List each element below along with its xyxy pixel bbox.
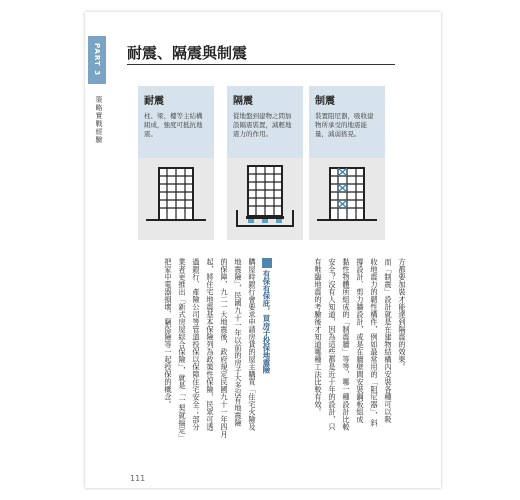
subheading-marker bbox=[262, 258, 272, 268]
building-illustration bbox=[227, 158, 303, 240]
page-title: 耐震、隔震與制震 bbox=[127, 44, 248, 62]
body-text-column: 起，將住宅地震基本保險列為政策性保險，民眾可透 bbox=[206, 258, 215, 431]
panel-seismic-resistance bbox=[138, 86, 214, 240]
panel-heading: 耐震 bbox=[144, 96, 164, 107]
body-text-column: 地震險」，民國九十一年以前的房子大多沒有地震險 bbox=[234, 258, 243, 427]
body-text-column: 業者更推出「新式房屋綜合保險」，就是「一契就搞定」 bbox=[178, 258, 187, 442]
panel-seismic-damping bbox=[309, 86, 385, 240]
body-text-column: 安全？沒有人知道，因為這些都是近十年的設計，只 bbox=[328, 258, 337, 431]
body-text-column: 而「制震」設計就是在建物結構內安裝各種可以吸 bbox=[384, 258, 393, 423]
panel-heading: 制震 bbox=[315, 96, 335, 107]
body-text-column: 收地震力的韌性構件，例如最常用的「阻尼器」，斜 bbox=[370, 258, 379, 427]
body-text-column: 購屋時銀行會要求申請房貸的屋主購買「住宅火險及 bbox=[248, 258, 257, 431]
body-text-column: 有唯臨地震的考驗後才知道哪種工法比較有效。 bbox=[314, 258, 323, 416]
body-text-column: 過銀行、產險公司等管道投保以保障住宅安全；部分 bbox=[192, 258, 201, 431]
body-text-column: 的保障，九二一大地震後，政府規定民國九十一年四月 bbox=[220, 258, 229, 438]
building-illustration bbox=[138, 158, 214, 240]
body-text-column: 把家中電器損壞、竊盜險等一起投保的概念。 bbox=[164, 258, 173, 408]
panel-seismic-isolation bbox=[227, 86, 303, 240]
page-number: 111 bbox=[130, 474, 146, 483]
body-text-column: 方都要加裝才能達到隔震的效果。 bbox=[398, 258, 407, 371]
title-divider bbox=[127, 64, 395, 65]
body-text-column: 黏性物體所組成的「制震牆」等等，哪一種設計比較 bbox=[342, 258, 351, 431]
panel-description: 從地盤到建物之間加設隔震裝置，減輕地震力的作用。 bbox=[233, 112, 292, 138]
panel-heading: 隔震 bbox=[233, 96, 253, 107]
building-illustration bbox=[309, 158, 385, 240]
section-label: 策略實戰經驗 bbox=[95, 96, 103, 144]
panel-description: 裝置阻尼器，吸收建物所承受的地震能量，減弱搖晃。 bbox=[315, 112, 374, 138]
body-text-column: 撐設計、剪力牆設計，或是在牆壁間安裝鋼板組成 bbox=[356, 258, 365, 423]
part-label: PART 3 bbox=[93, 43, 101, 77]
subheading: 有保有保庇，買房子投保地震險 bbox=[262, 270, 271, 374]
panel-description: 柱、梁、樓等主結構組成，強度可抵抗地震。 bbox=[144, 112, 203, 138]
